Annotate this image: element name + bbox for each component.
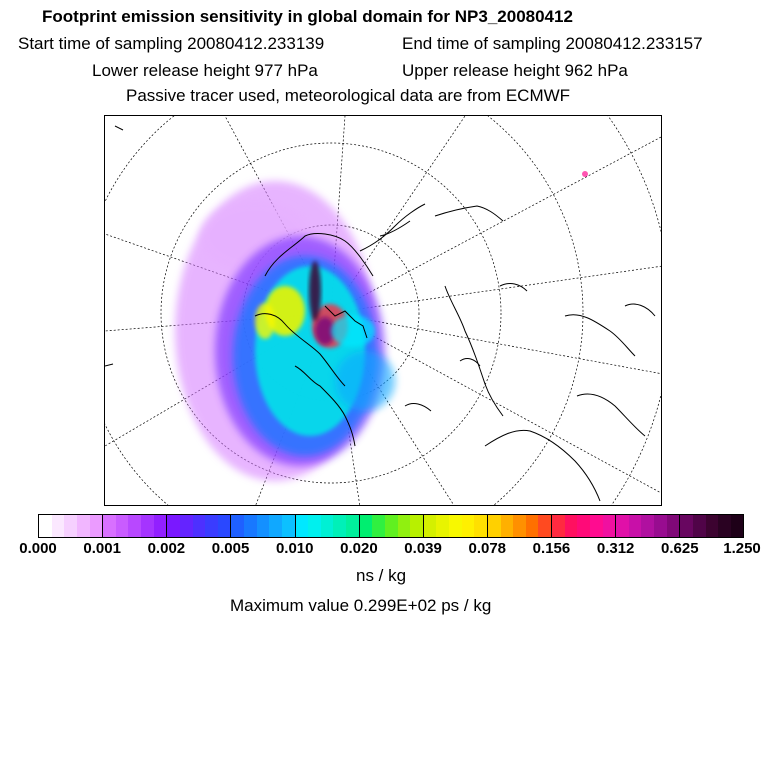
colorbar-segment xyxy=(52,515,65,537)
colorbar-segment xyxy=(231,515,244,537)
colorbar-segment xyxy=(667,515,681,537)
colorbar-segment xyxy=(538,515,552,537)
colorbar-segment xyxy=(116,515,129,537)
colorbar-segment xyxy=(205,515,218,537)
colorbar-segment xyxy=(474,515,488,537)
colorbar-segment xyxy=(488,515,501,537)
colorbar-segment xyxy=(436,515,449,537)
colorbar-tick-label: 0.002 xyxy=(147,540,186,557)
colorbar-segment xyxy=(718,515,731,537)
colorbar-segment xyxy=(565,515,578,537)
colorbar-segment xyxy=(706,515,719,537)
colorbar-segment xyxy=(141,515,154,537)
colorbar-segment xyxy=(616,515,629,537)
colorbar-tick-label: 0.625 xyxy=(661,540,699,557)
colorbar-segment xyxy=(90,515,104,537)
colorbar-segment xyxy=(296,515,309,537)
colorbar-segment xyxy=(64,515,77,537)
colorbar-segment xyxy=(398,515,411,537)
colorbar-segment xyxy=(641,515,654,537)
colorbar-segment xyxy=(693,515,706,537)
colorbar-segment xyxy=(372,515,385,537)
colorbar-segment xyxy=(154,515,168,537)
colorbar-segment xyxy=(449,515,462,537)
colorbar-segment xyxy=(462,515,475,537)
colorbar-tick-label: 0.156 xyxy=(532,540,571,557)
maximum-value-label: Maximum value 0.299E+02 ps / kg xyxy=(230,596,492,615)
colorbar-segment xyxy=(269,515,282,537)
footprint-plume xyxy=(175,171,588,481)
colorbar-segment xyxy=(424,515,437,537)
colorbar-segment xyxy=(654,515,667,537)
colorbar-segment xyxy=(680,515,693,537)
colorbar-segment xyxy=(244,515,257,537)
colorbar-segment xyxy=(282,515,296,537)
colorbar-tick-label: 0.010 xyxy=(275,540,314,557)
colorbar-segment xyxy=(603,515,617,537)
end-time-label: End time of sampling 20080412.233157 xyxy=(402,34,703,53)
lower-release-height-label: Lower release height 977 hPa xyxy=(92,61,318,80)
colorbar-segment xyxy=(218,515,232,537)
colorbar-segment xyxy=(577,515,590,537)
colorbar-tick-label: 0.039 xyxy=(404,540,442,557)
colorbar-segment xyxy=(257,515,270,537)
colorbar-tick-labels xyxy=(0,538,768,562)
colorbar-segment xyxy=(333,515,346,537)
colorbar-segment xyxy=(167,515,180,537)
colorbar-segment xyxy=(552,515,565,537)
colorbar xyxy=(38,514,744,538)
colorbar-tick-label: 0.312 xyxy=(596,540,635,557)
colorbar-segment xyxy=(193,515,206,537)
colorbar-unit-label: ns / kg xyxy=(356,566,407,585)
colorbar-segment xyxy=(731,515,744,537)
colorbar-segment xyxy=(180,515,193,537)
colorbar-tick-label: 0.001 xyxy=(83,540,121,557)
colorbar-segment xyxy=(410,515,424,537)
colorbar-tick-label: 0.078 xyxy=(468,540,507,557)
colorbar-tick-label: 0.020 xyxy=(340,540,378,557)
colorbar-segment xyxy=(128,515,141,537)
map-title: Footprint emission sensitivity in global domain for NP3_20080412 xyxy=(42,7,573,26)
colorbar-segment xyxy=(346,515,360,537)
colorbar-segment xyxy=(501,515,514,537)
tracer-info-label: Passive tracer used, meteorological data are from ECMWF xyxy=(126,86,571,105)
colorbar-segment xyxy=(385,515,398,537)
colorbar-tick-label: 0.000 xyxy=(19,540,57,557)
colorbar-tick-label: 0.005 xyxy=(211,540,250,557)
colorbar-segment xyxy=(321,515,334,537)
colorbar-segment xyxy=(513,515,526,537)
map-svg xyxy=(105,116,662,506)
colorbar-segment xyxy=(308,515,321,537)
colorbar-segment xyxy=(103,515,116,537)
colorbar-tick-label: 1.250 xyxy=(723,540,761,557)
start-time-label: Start time of sampling 20080412.233139 xyxy=(18,34,325,53)
colorbar-segment xyxy=(526,515,539,537)
colorbar-segment xyxy=(590,515,603,537)
footprint-map xyxy=(104,115,662,506)
colorbar-segment xyxy=(629,515,642,537)
colorbar-segment xyxy=(39,515,52,537)
colorbar-segment xyxy=(360,515,373,537)
colorbar-segment xyxy=(77,515,90,537)
upper-release-height-label: Upper release height 962 hPa xyxy=(402,61,628,80)
